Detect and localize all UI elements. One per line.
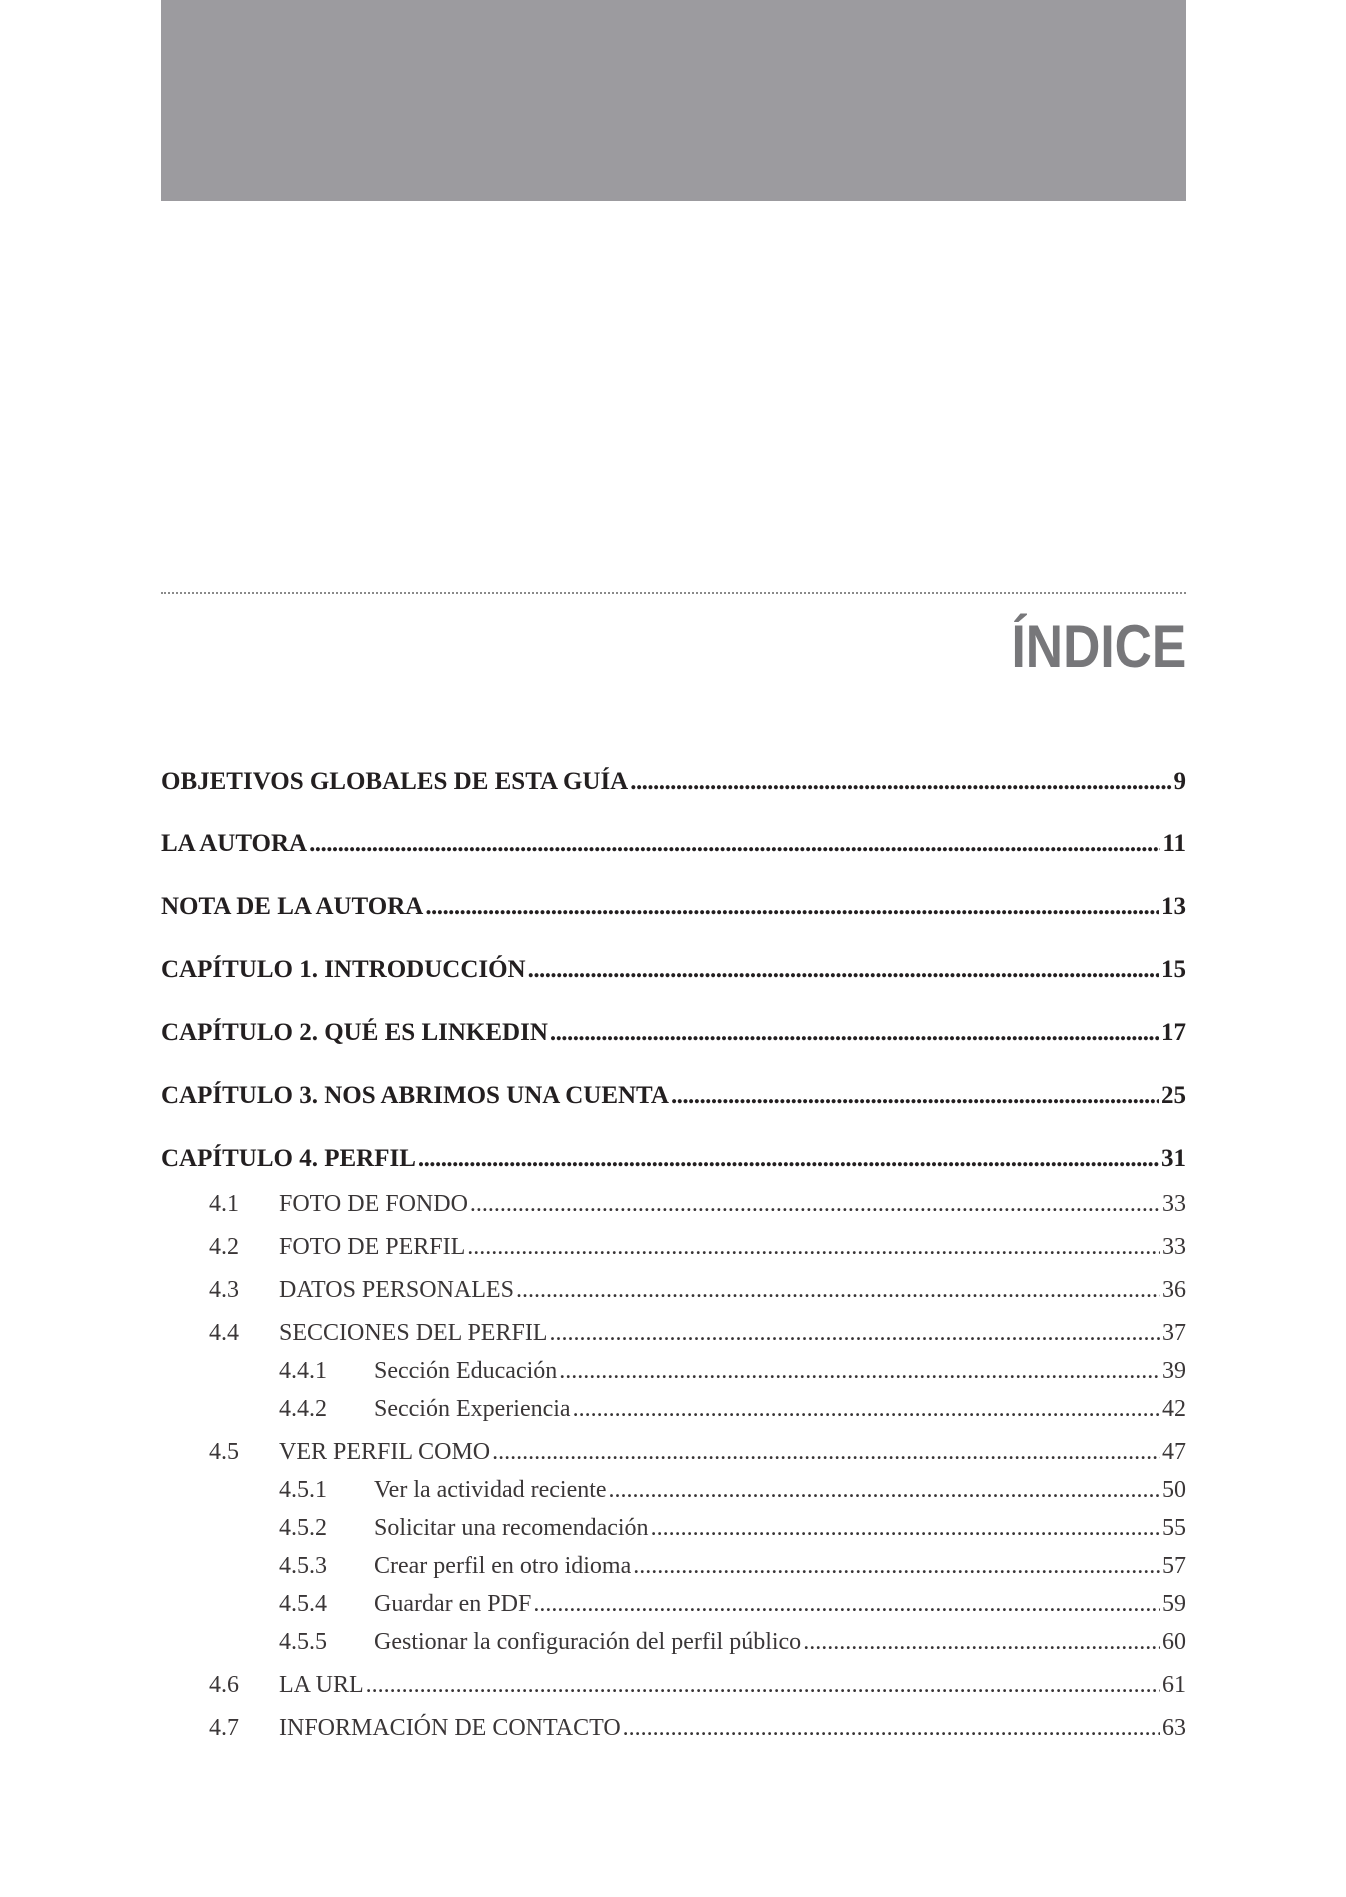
toc-entry[interactable] [161,1550,1186,1582]
header-band [161,0,1186,201]
toc-entry[interactable] [161,1474,1186,1506]
toc-entry-label: FOTO DE PERFIL [279,1234,466,1260]
toc-entry-page: 36 [1162,1277,1186,1303]
toc-entry-number: 4.5.2 [279,1515,327,1541]
toc-leader [470,1188,1160,1220]
toc-leader [467,1231,1160,1263]
toc-entry[interactable] [161,1188,1186,1220]
toc-entry-page: 39 [1162,1358,1186,1384]
toc-entry-page: 42 [1162,1396,1186,1422]
toc-leader [533,1588,1160,1620]
toc-entry[interactable] [161,1274,1186,1306]
toc-entry-number: 4.7 [209,1715,239,1741]
toc-entry-label: CAPÍTULO 3. NOS ABRIMOS UNA CUENTA [161,1082,669,1109]
toc-entry-number: 4.4 [209,1320,239,1346]
toc-leader [633,1550,1160,1582]
toc-entry[interactable] [161,765,1186,799]
toc-entry-label: SECCIONES DEL PERFIL [279,1320,548,1346]
toc-leader [418,1142,1159,1176]
toc-leader [573,1393,1160,1425]
toc-entry[interactable] [161,1231,1186,1263]
toc-entry-page: 60 [1162,1629,1186,1655]
toc-entry[interactable] [161,1079,1186,1113]
toc-entry-page: 11 [1162,830,1186,857]
toc-entry-label: NOTA DE LA AUTORA [161,893,424,920]
toc-entry[interactable] [161,1317,1186,1349]
toc-entry-label: DATOS PERSONALES [279,1277,514,1303]
toc-entry-number: 4.1 [209,1191,239,1217]
toc-entry-number: 4.5 [209,1439,239,1465]
toc-entry-label: Sección Educación [374,1358,558,1384]
toc-leader [623,1712,1160,1744]
toc-entry-page: 33 [1162,1234,1186,1260]
toc-entry-page: 63 [1162,1715,1186,1741]
toc-entry-page: 59 [1162,1591,1186,1617]
toc-entry-page: 33 [1162,1191,1186,1217]
toc-entry-page: 17 [1161,1019,1186,1046]
toc-entry[interactable] [161,1712,1186,1744]
toc-entry[interactable] [161,953,1186,987]
toc-leader [528,953,1159,987]
toc-entry[interactable] [161,1512,1186,1544]
toc-entry[interactable] [161,1393,1186,1425]
toc-entry-number: 4.4.2 [279,1396,327,1422]
toc-entry-page: 9 [1173,768,1186,795]
page-title: ÍNDICE [1011,613,1186,680]
toc-entry[interactable] [161,1669,1186,1701]
toc-leader [630,765,1171,799]
toc-entry-label: Gestionar la configuración del perfil público [374,1629,802,1655]
toc-leader [651,1512,1160,1544]
toc-entry[interactable] [161,1436,1186,1468]
toc-entry-label: FOTO DE FONDO [279,1191,468,1217]
toc-entry-number: 4.2 [209,1234,239,1260]
toc-entry-label: CAPÍTULO 4. PERFIL [161,1145,416,1172]
toc-entry-label: OBJETIVOS GLOBALES DE ESTA GUÍA [161,768,629,795]
toc-entry-label: Guardar en PDF [374,1591,532,1617]
toc-entry-number: 4.6 [209,1672,239,1698]
toc-entry-label: INFORMACIÓN DE CONTACTO [279,1715,621,1741]
toc-entry-number: 4.5.1 [279,1477,327,1503]
toc-entry-page: 55 [1162,1515,1186,1541]
toc-entry-number: 4.5.3 [279,1553,327,1579]
dotted-rule [161,592,1186,594]
toc-leader [425,890,1159,924]
toc-entry-number: 4.5.4 [279,1591,327,1617]
toc-leader [549,1317,1160,1349]
toc-entry-page: 37 [1162,1320,1186,1346]
toc-leader [516,1274,1160,1306]
toc-entry[interactable] [161,890,1186,924]
toc-entry-number: 4.5.5 [279,1629,327,1655]
toc-entry-label: LA URL [279,1672,364,1698]
toc-entry-page: 13 [1161,893,1186,920]
toc-entry[interactable] [161,1142,1186,1176]
toc-leader [559,1355,1160,1387]
toc-leader [550,1016,1159,1050]
toc-entry-page: 57 [1162,1553,1186,1579]
toc-entry-number: 4.3 [209,1277,239,1303]
toc-leader [366,1669,1160,1701]
toc-entry-label: CAPÍTULO 2. QUÉ ES LINKEDIN [161,1019,548,1046]
toc-entry-label: CAPÍTULO 1. INTRODUCCIÓN [161,956,526,983]
toc-entry[interactable] [161,1016,1186,1050]
toc-entry[interactable] [161,1355,1186,1387]
toc-entry-label: VER PERFIL COMO [279,1439,491,1465]
toc-entry[interactable] [161,1588,1186,1620]
toc-entry-label: Solicitar una recomendación [374,1515,649,1541]
toc-leader [309,827,1160,861]
toc-entry[interactable] [161,1626,1186,1658]
toc-entry-page: 47 [1162,1439,1186,1465]
toc-leader [671,1079,1159,1113]
toc-entry-page: 31 [1161,1145,1186,1172]
toc-entry-page: 61 [1162,1672,1186,1698]
toc-entry-page: 50 [1162,1477,1186,1503]
toc-entry-label: Crear perfil en otro idioma [374,1553,632,1579]
toc-entry[interactable] [161,827,1186,861]
toc-leader [609,1474,1160,1506]
toc-leader [492,1436,1160,1468]
toc-entry-label: Ver la actividad reciente [374,1477,607,1503]
toc-entry-label: Sección Experiencia [374,1396,571,1422]
toc-entry-page: 25 [1161,1082,1186,1109]
toc-entry-label: LA AUTORA [161,830,308,857]
toc-leader [803,1626,1160,1658]
toc-entry-number: 4.4.1 [279,1358,327,1384]
toc-entry-page: 15 [1161,956,1186,983]
